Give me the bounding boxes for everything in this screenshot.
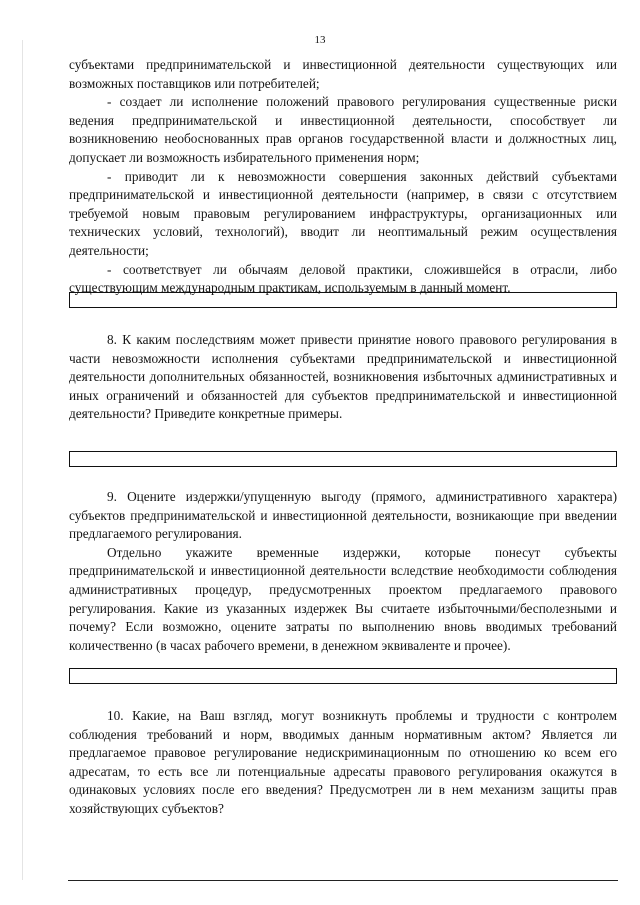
scan-margin-line [22, 40, 23, 880]
intro-bullet: - создает ли исполнение положений правового регулирования существенные риски ведения предпринимательской и инвестиционной деятельности, способствует ли возникновению необоснованных прав органов государственной власти и должностных лиц, допускает ли возможность избирательного применения норм; [69, 94, 617, 165]
intro-bullet: - соответствует ли обычаям деловой практики, сложившейся в отрасли, либо существующим международным практикам, используемым в данный момент. [69, 261, 617, 296]
question-text: 9. Оцените издержки/упущенную выгоду (прямого, административного характера) субъектов предпринимательской и инвестиционной деятельности, возникающие при введении предлагаемого регулирования. [69, 489, 617, 542]
intro-bullet: - приводит ли к невозможности совершения законных действий субъектами предпринимательской и инвестиционной деятельности (например, в связи с отсутствием требуемой новым правовым регулированием инфраструктуры, организационных или технических условий, технологий), вводит ли неоптимальный режим осуществления деятельности; [69, 168, 617, 258]
answer-field[interactable] [69, 451, 617, 467]
question-9 [69, 488, 617, 655]
intro-section [69, 56, 617, 298]
bottom-rule [68, 880, 618, 881]
question-8 [69, 331, 617, 424]
answer-field[interactable] [69, 292, 617, 308]
intro-continuation: субъектами предпринимательской и инвестиционной деятельности существующих или возможных поставщиков или потребителей; [69, 57, 617, 91]
answer-field[interactable] [69, 668, 617, 684]
page-number: 13 [314, 34, 326, 46]
question-text: 8. К каким последствиям может привести принятие нового правового регулирования в части невозможности исполнения субъектами предпринимательской и инвестиционной деятельности дополнительных обязанностей, возникновения избыточных административных и иных ограничений и обязанностей для субъектов предпринимательской и инвестиционной деятельности? Приведите конкретные примеры. [69, 332, 617, 422]
question-text: 10. Какие, на Ваш взгляд, могут возникнуть проблемы и трудности с контролем соблюдения требований и норм, вводимых данным нормативным актом? Является ли предлагаемое правовое регулирование недискриминационным по отношению ко всем его адресатам, то есть все ли потенциальные адресаты правового регулирования окажутся в одинаковых условиях после его введения? Предусмотрен ли в нем механизм защиты прав хозяйствующих субъектов? [69, 708, 617, 816]
question-10 [69, 707, 617, 819]
question-text: Отдельно укажите временные издержки, которые понесут субъекты предпринимательской и инвестиционной деятельности вследствие необходимости соблюдения административных процедур, предусмотренных проектом предлагаемого правового регулирования. Какие из указанных издержек Вы считаете избыточными/бесполезными и почему? Если возможно, оцените затраты по выполнению вновь вводимых требований количественно (в часах рабочего времени, в денежном эквиваленте и прочее). [69, 544, 617, 653]
